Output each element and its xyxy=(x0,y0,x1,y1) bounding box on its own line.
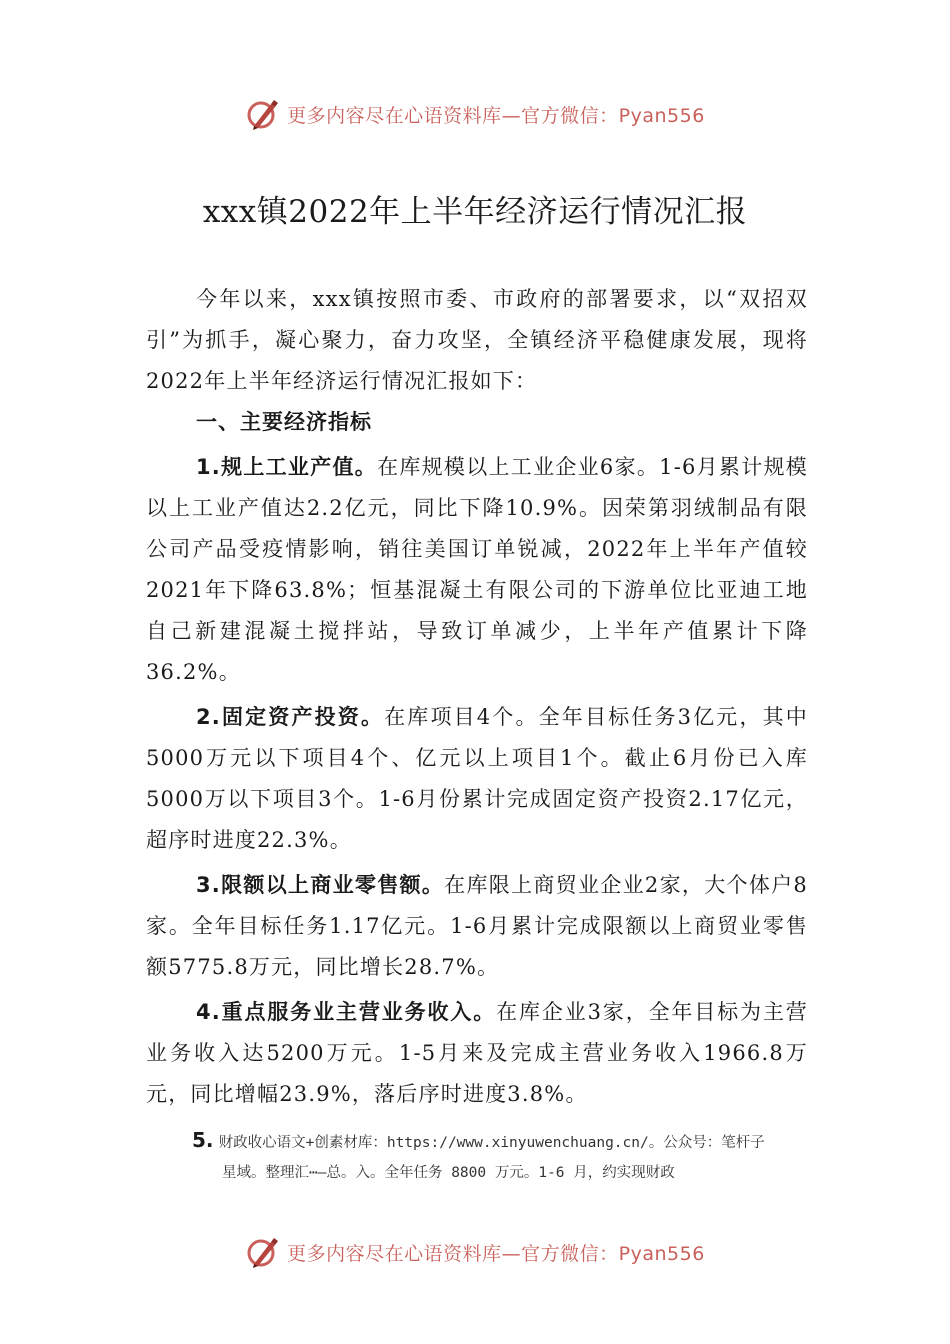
item-lead-4: 4.重点服务业主营业务收入。 xyxy=(196,1000,497,1024)
item5-line-1: 财政收心语文+创素材库：https://www.xinyuwenchuang.cn/。公众号：笔杆子 xyxy=(218,1135,765,1151)
watermark-text: 更多内容尽在心语资料库—官方微信：Pyan556 xyxy=(287,104,705,127)
item-lead-1: 1.规上工业产值。 xyxy=(196,455,378,479)
item-text-1: 在库规模以上工业企业6家。1-6月累计规模以上工业产值达2.2亿元，同比下降10.9%。因荣第羽绒制品有限公司产品受疫情影响，销往美国订单锐减，2022年上半年产值较2021年下降63.8%；恒基混凝土有限公司的下游单位比亚迪工地自己新建混凝土搅拌站，导致订单减少，上半年产值累计下降36.2%。 xyxy=(146,455,808,684)
item-lead-3: 3.限额以上商业零售额。 xyxy=(196,873,445,897)
intro-paragraph: 今年以来，xxx镇按照市委、市政府的部署要求，以“双招双引”为抓手，凝心聚力，奋力攻坚，全镇经济平稳健康发展，现将2022年上半年经济运行情况汇报如下： xyxy=(146,287,808,393)
item-paragraph-1 xyxy=(146,447,808,693)
item-text-3: 在库限上商贸业企业2家，大个体户8家。全年目标任务1.17亿元。1-6月累计完成限额以上商贸业零售额5775.8万元，同比增长28.7%。 xyxy=(146,873,808,979)
item-text-4: 在库企业3家，全年目标为主营业务收入达5200万元。1-5月来及完成主营业务收入1966.8万元，同比增幅23.9%，落后序时进度3.8%。 xyxy=(146,1000,808,1106)
pen-ring-logo-icon xyxy=(245,96,281,132)
item-paragraph-3 xyxy=(146,865,808,988)
header-watermark-banner xyxy=(0,92,950,136)
section-heading-1: 一、主要经济指标 xyxy=(196,410,372,434)
footer-watermark-banner xyxy=(0,1230,950,1274)
item-paragraph-2 xyxy=(146,697,808,861)
item-paragraph-4 xyxy=(146,992,808,1115)
document-body xyxy=(146,279,808,1115)
item-num-5: 5. xyxy=(192,1128,214,1152)
document-title: xxx镇2022年上半年经济运行情况汇报 xyxy=(202,194,748,230)
item-text-2: 在库项目4个。全年目标任务3亿元，其中5000万元以下项目4个、亿元以上项目1个。截止6月份已入库5000万以下项目3个。1-6月份累计完成固定资产投资2.17亿元，超序时进度22.3%。 xyxy=(146,705,808,852)
watermark-text: 更多内容尽在心语资料库—官方微信：Pyan556 xyxy=(287,1242,705,1265)
item5-line-2: 星域。整理汇⋯—总。入。全年任务 8800 万元。1-6 月，约实现财政 xyxy=(222,1165,675,1181)
pen-ring-logo-icon xyxy=(245,1234,281,1270)
item-paragraph-5 xyxy=(192,1128,842,1188)
item-lead-2: 2.固定资产投资。 xyxy=(196,705,385,729)
